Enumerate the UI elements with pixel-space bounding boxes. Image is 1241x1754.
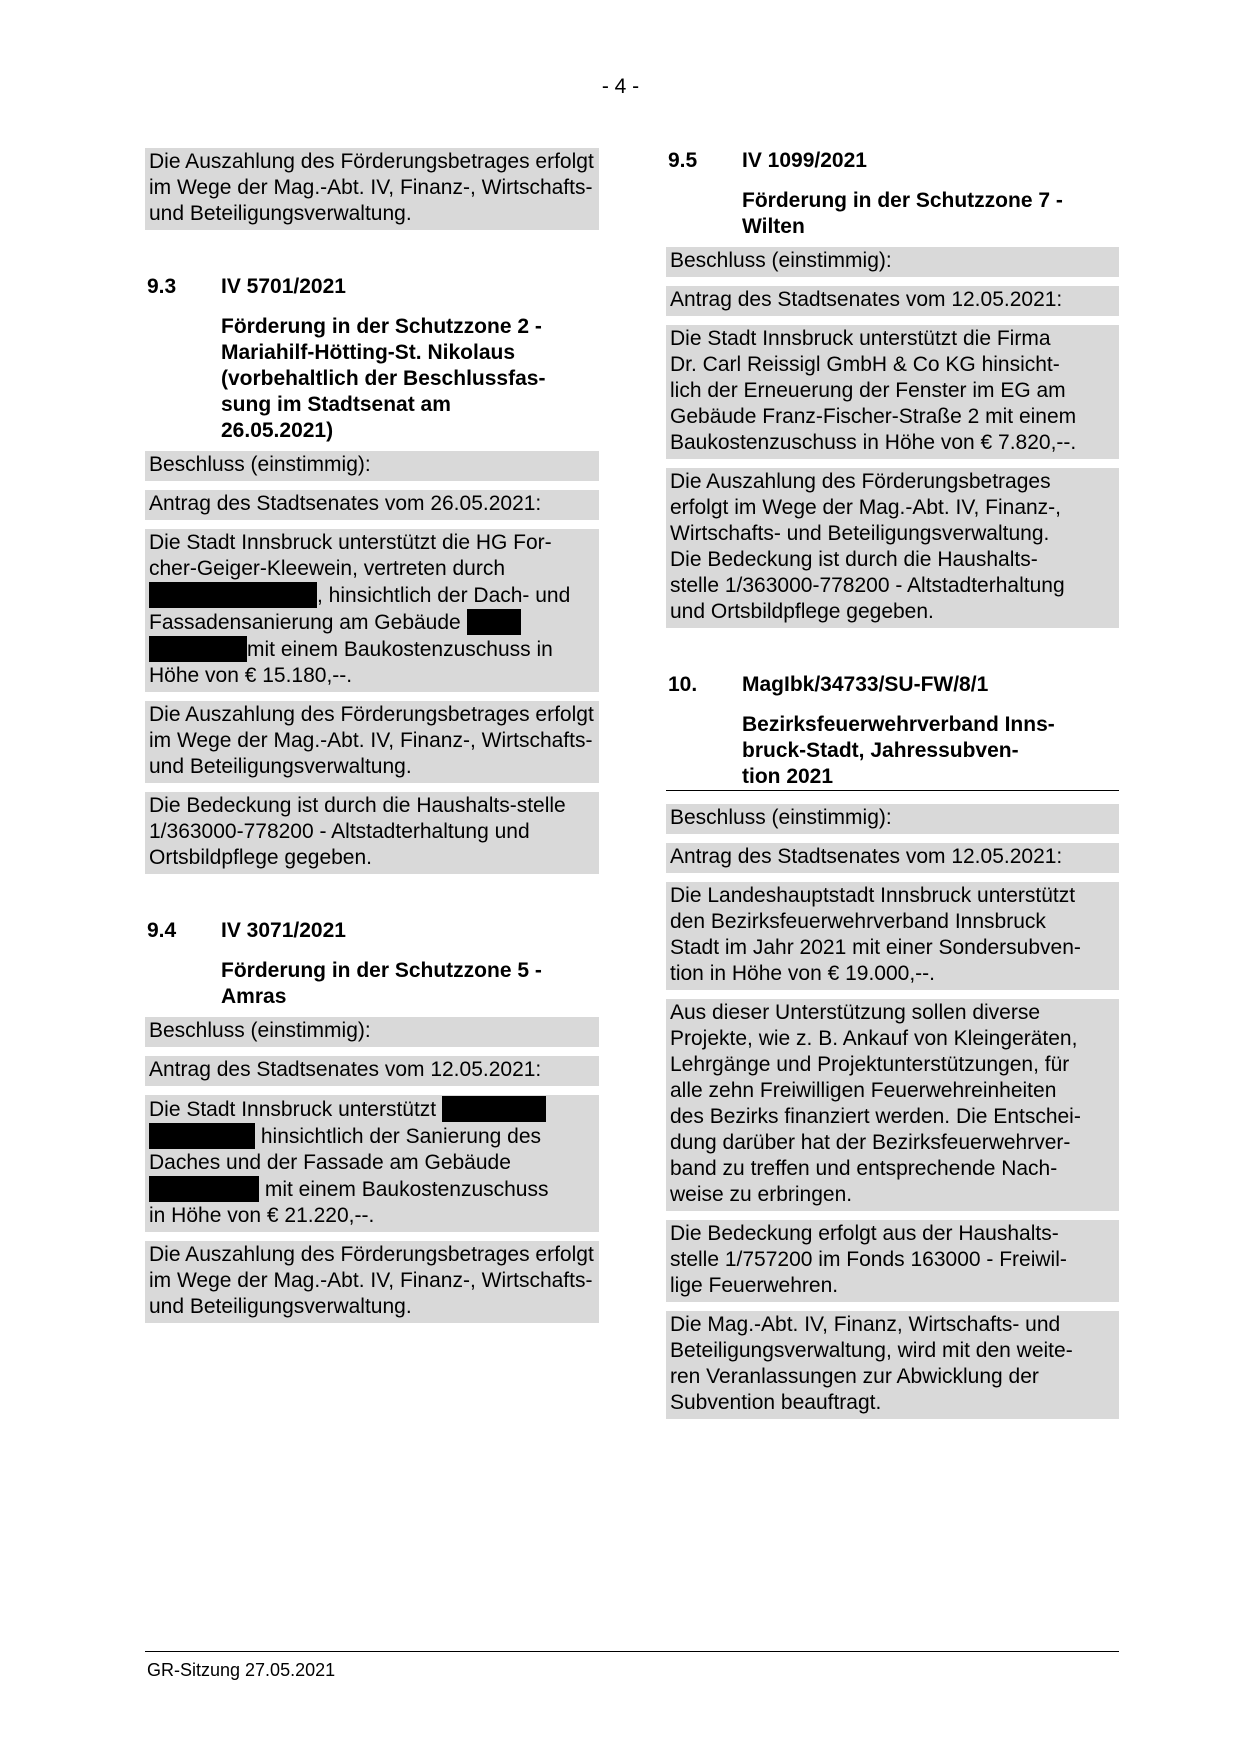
paragraph-main: Die Landeshauptstadt Innsbruck unterstützt den Bezirksfeuerwehrverband Innsbruck Stadt im Jahr 2021 mit einer Sondersubven- tion in Höhe von € 19.000,--. (666, 873, 1119, 990)
item-number: 9.3 (147, 275, 177, 298)
redaction-block (467, 609, 521, 635)
antrag-label: Antrag des Stadtsenates vom 12.05.2021: (666, 277, 1119, 316)
paragraph-main: Die Stadt Innsbruck unterstützt die HG For- cher-Geiger-Kleewein, vertreten durch , hinsichtlich der Dach- und Fassadensanierung am Gebäude mit einem Baukostenzuschuss in Höhe von € 15.180,--. (145, 520, 599, 692)
redaction-block (149, 1123, 255, 1149)
left-column (145, 148, 599, 1323)
paragraph-auszahlung: Die Auszahlung des Förderungsbetrages erfolgt im Wege der Mag.-Abt. IV, Finanz-, Wirtschafts- und Beteiligungsverwaltung. (145, 692, 599, 783)
paragraph-unterstuetzung: Aus dieser Unterstützung sollen diverse Projekte, wie z. B. Ankauf von Kleingeräten, Lehrgänge und Projektunterstützungen, für alle zehn Freiwilligen Feuerwehreinheiten des Bezirks finanziert werden. Die Entschei- dung darüber hat der Bezirksfeuerwehrver- band zu treffen und entsprechende Nach- weise zu erbringen. (666, 990, 1119, 1211)
right-column (666, 148, 1119, 1419)
paragraph-auszahlung-bedeckung: Die Auszahlung des Förderungsbetrages erfolgt im Wege der Mag.-Abt. IV, Finanz-, Wirtschafts- und Beteiligungsverwaltung. Die Bedeckung ist durch die Haushalts- stelle 1/363000-778200 - Altstadterhaltung und Ortsbildpflege gegeben. (666, 459, 1119, 628)
redaction-block (442, 1096, 546, 1122)
antrag-label: Antrag des Stadtsenates vom 26.05.2021: (145, 481, 599, 520)
paragraph-auszahlung: Die Auszahlung des Förderungsbetrages erfolgt im Wege der Mag.-Abt. IV, Finanz-, Wirtschafts- und Beteiligungsverwaltung. (145, 1232, 599, 1323)
antrag-label: Antrag des Stadtsenates vom 12.05.2021: (145, 1047, 599, 1086)
item-title: Förderung in der Schutzzone 5 - Amras (221, 959, 542, 1008)
item-heading (666, 672, 1119, 698)
beschluss-label: Beschluss (einstimmig): (145, 451, 599, 481)
redaction-block (149, 1176, 259, 1202)
item-heading (145, 274, 599, 300)
beschluss-label: Beschluss (einstimmig): (145, 1017, 599, 1047)
item-code: IV 5701/2021 (221, 275, 346, 298)
item-code: IV 1099/2021 (742, 149, 867, 172)
item-code: IV 3071/2021 (221, 919, 346, 942)
item-code: MagIbk/34733/SU-FW/8/1 (742, 673, 989, 696)
item-number: 9.4 (147, 919, 177, 942)
item-title: Förderung in der Schutzzone 7 - Wilten (742, 189, 1063, 238)
footer-divider (145, 1651, 1119, 1652)
paragraph-main: Die Stadt Innsbruck unterstützt hinsichtlich der Sanierung des Daches und der Fassade am Gebäude mit einem Baukostenzuschuss in Höhe von € 21.220,--. (145, 1086, 599, 1232)
item-10 (666, 672, 1119, 1419)
redaction-block (149, 582, 317, 608)
item-9-4 (145, 918, 599, 1323)
item-number: 10. (668, 673, 698, 696)
item-number: 9.5 (668, 149, 698, 172)
page-number: - 4 - (601, 75, 640, 98)
paragraph-bedeckung: Die Bedeckung erfolgt aus der Haushalts- stelle 1/757200 im Fonds 163000 - Freiwil- lige Feuerwehren. (666, 1211, 1119, 1302)
beschluss-label: Beschluss (einstimmig): (666, 804, 1119, 834)
item-9-3 (145, 274, 599, 874)
redaction-block (149, 636, 247, 662)
item-9-5 (666, 148, 1119, 628)
item-title: Förderung in der Schutzzone 2 - Mariahilf-Hötting-St. Nikolaus (vorbehaltlich der Beschlussfas- sung im Stadtsenat am 26.05.2021) (221, 315, 546, 442)
item-heading (145, 918, 599, 944)
footer-session-label: GR-Sitzung 27.05.2021 (147, 1660, 336, 1680)
continuation-paragraph: Die Auszahlung des Förderungsbetrages erfolgt im Wege der Mag.-Abt. IV, Finanz-, Wirtschafts- und Beteiligungsverwaltung. (145, 148, 599, 230)
item-title: Bezirksfeuerwehrverband Inns- bruck-Stadt, Jahressubven- tion 2021 (742, 713, 1055, 788)
beschluss-label: Beschluss (einstimmig): (666, 247, 1119, 277)
paragraph-beauftragung: Die Mag.-Abt. IV, Finanz, Wirtschafts- und Beteiligungsverwaltung, wird mit den weite- ren Veranlassungen zur Abwicklung der Subvention beauftragt. (666, 1302, 1119, 1419)
antrag-label: Antrag des Stadtsenates vom 12.05.2021: (666, 834, 1119, 873)
item-heading (666, 148, 1119, 174)
paragraph-main: Die Stadt Innsbruck unterstützt die Firma Dr. Carl Reissigl GmbH & Co KG hinsicht- lich der Erneuerung der Fenster im EG am Gebäude Franz-Fischer-Straße 2 mit einem Baukostenzuschuss in Höhe von € 7.820,--. (666, 316, 1119, 459)
paragraph-bedeckung: Die Bedeckung ist durch die Haushalts-stelle 1/363000-778200 - Altstadterhaltung und Ortsbildpflege gegeben. (145, 783, 599, 874)
